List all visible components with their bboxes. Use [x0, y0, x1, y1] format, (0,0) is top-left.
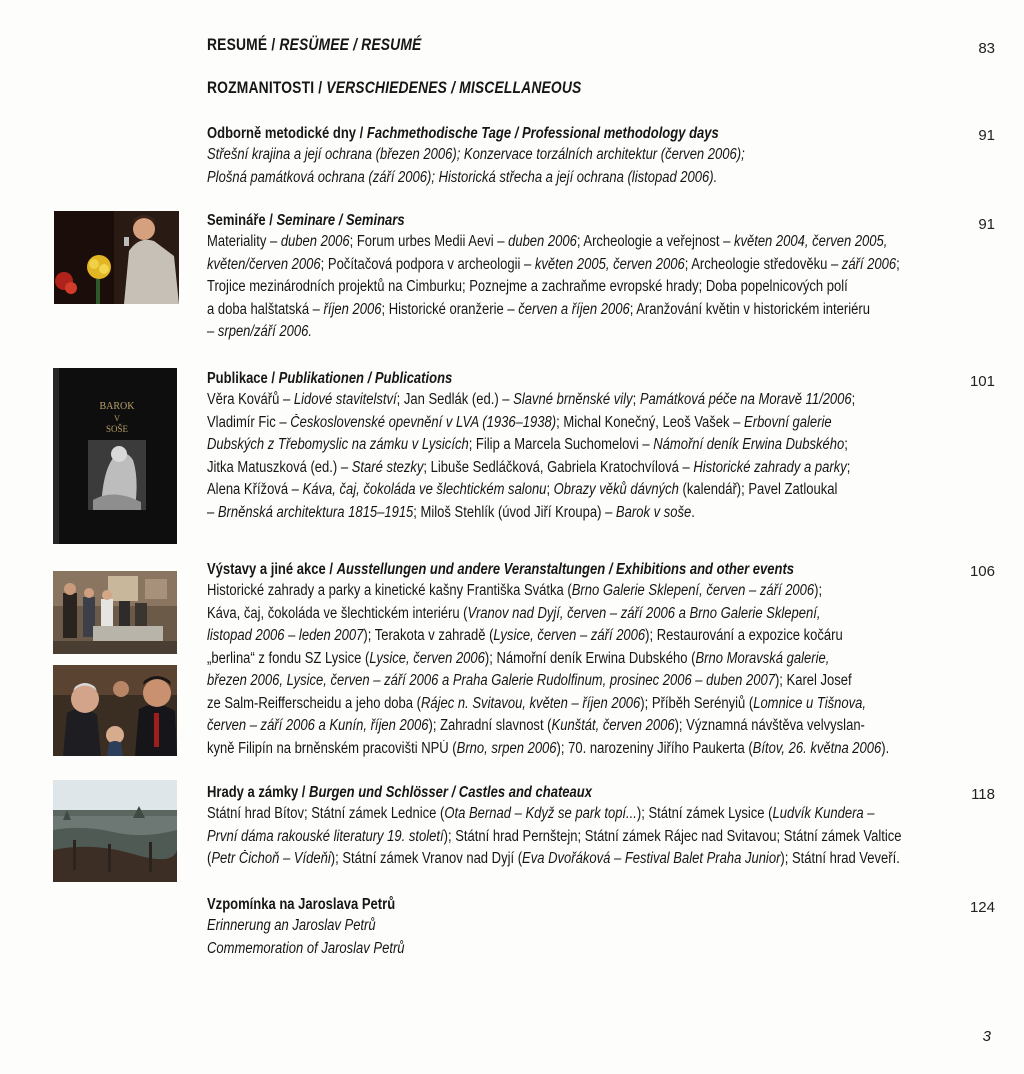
section-title: Publikace / Publikationen / Publications: [207, 370, 453, 387]
section-title: Semináře / Seminare / Seminars: [207, 212, 405, 229]
section-odborne: [207, 124, 967, 189]
section-publikace: [207, 369, 967, 524]
section-title: Vzpomínka na Jaroslava Petrů: [207, 896, 396, 913]
section-hrady: [207, 783, 967, 871]
folio-page-number: 3: [982, 1028, 991, 1045]
section-title: Odborně metodické dny / Fachmethodische Tage / Professional methodology days: [207, 125, 719, 142]
section-body: Střešní krajina a její ochrana (březen 2006); Konzervace torzálních architektur (červen 2006); Plošná památková ochrana (září 2006); Historická střecha a její ochrana (listopad 2006).: [207, 146, 745, 186]
section-body: Historické zahrady a parky a kinetické kašny Františka Svátka (Brno Galerie Sklepení, červen – září 2006); Káva, čaj, čokoláda ve šlechtickém interiéru (Vranov nad Dyjí, červen – září 2006 a Brno Galerie Sklepení, listopad 2006 – leden 2007); Terakota v zahradě (Lysice, červen – září 2006); Restaurování a expozice kočáru „berlina“ z fondu SZ Lysice (Lysice, červen 2006); Námořní deník Erwina Dubského (Brno Moravská galerie, březen 2006, Lysice, červen – září 2006 a Praha Galerie Rudolfinum, prosinec 2006 – duben 2007); Karel Josef ze Salm-Reifferscheidu a jeho doba (Rájec n. Svitavou, květen – říjen 2006); Příběh Serényiů (Lomnice u Tišnova, červen – září 2006 a Kunín, říjen 2006); Zahradní slavnost (Kunštát, červen 2006); Významná návštěva velvyslan- kyně Filipín na brněnském pracovišti NPÚ (Brno, srpen 2006); 70. narozeniny Jiřího Paukerta (Bítov, 26. května 2006).: [207, 582, 890, 757]
section-body: Materiality – duben 2006; Forum urbes Medii Aevi – duben 2006; Archeologie a veřejnost – květen 2004, červen 2005, květen/červen 2006; Počítačová podpora v archeologii – květen 2005, červen 2006; Archeologie středověku – září 2006; Trojice mezinárodních projektů na Cimburku; Poznejme a zachraňme evropské hrady; Doba popelnicových polí a doba halštatská – říjen 2006; Historické oranžerie – červen a říjen 2006; Aranžování květin v historickém interiéru – srpen/září 2006.: [207, 233, 900, 340]
section-vzpominka: [207, 895, 967, 960]
page-number-publikace: 101: [969, 373, 995, 390]
page-number-seminare: 91: [978, 216, 995, 233]
section-seminare: [207, 211, 967, 344]
page-number-vystavy: 106: [969, 563, 995, 580]
section-title: Hrady a zámky / Burgen und Schlösser / Castles and chateaux: [207, 784, 592, 801]
page-number-resume: 83: [978, 40, 995, 57]
section-body: Věra Kovářů – Lidové stavitelství; Jan Sedlák (ed.) – Slavné brněnské vily; Památková péče na Moravě 11/2006; Vladimír Fic – Československé opevnění v LVA (1936–1938); Michal Konečný, Leoš Vašek – Erbovní galerie Dubských z Třebomyslic na zámku v Lysicích; Filip a Marcela Suchomelovi – Námořní deník Erwina Dubského; Jitka Matuszková (ed.) – Staré stezky; Libuše Sedláčková, Gabriela Kratochvílová – Historické zahrady a parky; Alena Křížová – Káva, čaj, čokoláda ve šlechtickém salonu; Obrazy věků dávných (kalendář); Pavel Zatloukal – Brněnská architektura 1815–1915; Miloš Stehlík (úvod Jiří Kroupa) – Barok v soše.: [207, 391, 856, 521]
book-cover-title-2: V: [114, 414, 120, 423]
section-body: Státní hrad Bítov; Státní zámek Lednice (Ota Bernad – Když se park topí...); Státní zámek Lysice (Ludvík Kundera – První dáma rakouské literatury 19. století); Státní hrad Pernštejn; Státní zámek Rájec nad Svitavou; Státní zámek Valtice (Petr Čichoň – Vídeňi); Státní zámek Vranov nad Dyjí (Eva Dvořáková – Festival Balet Praha Junior); Státní hrad Veveří.: [207, 805, 902, 867]
page-number-vzpominka: 124: [969, 899, 995, 916]
exhibition-photo-2: [53, 665, 177, 756]
header-miscellaneous: ROZMANITOSTI / VERSCHIEDENES / MISCELLANEOUS: [207, 79, 582, 97]
section-body: Erinnerung an Jaroslav Petrů Commemoration of Jaroslav Petrů: [207, 917, 405, 957]
book-cover-image: [53, 368, 177, 544]
exhibition-photo-1: [53, 571, 177, 654]
seminar-photo: [54, 211, 179, 304]
header-resume: RESUMÉ / RESÜMEE / RESUMÉ: [207, 36, 422, 54]
page-number-odborne: 91: [978, 127, 995, 144]
book-cover-title-3: SOŠE: [105, 424, 129, 434]
section-vystavy: [207, 560, 967, 760]
page-number-hrady: 118: [971, 786, 995, 803]
section-title: Výstavy a jiné akce / Ausstellungen und andere Veranstaltungen / Exhibitions and other events: [207, 561, 795, 578]
book-cover-title-1: BAROK: [99, 401, 135, 412]
castle-flood-photo: [53, 780, 177, 882]
